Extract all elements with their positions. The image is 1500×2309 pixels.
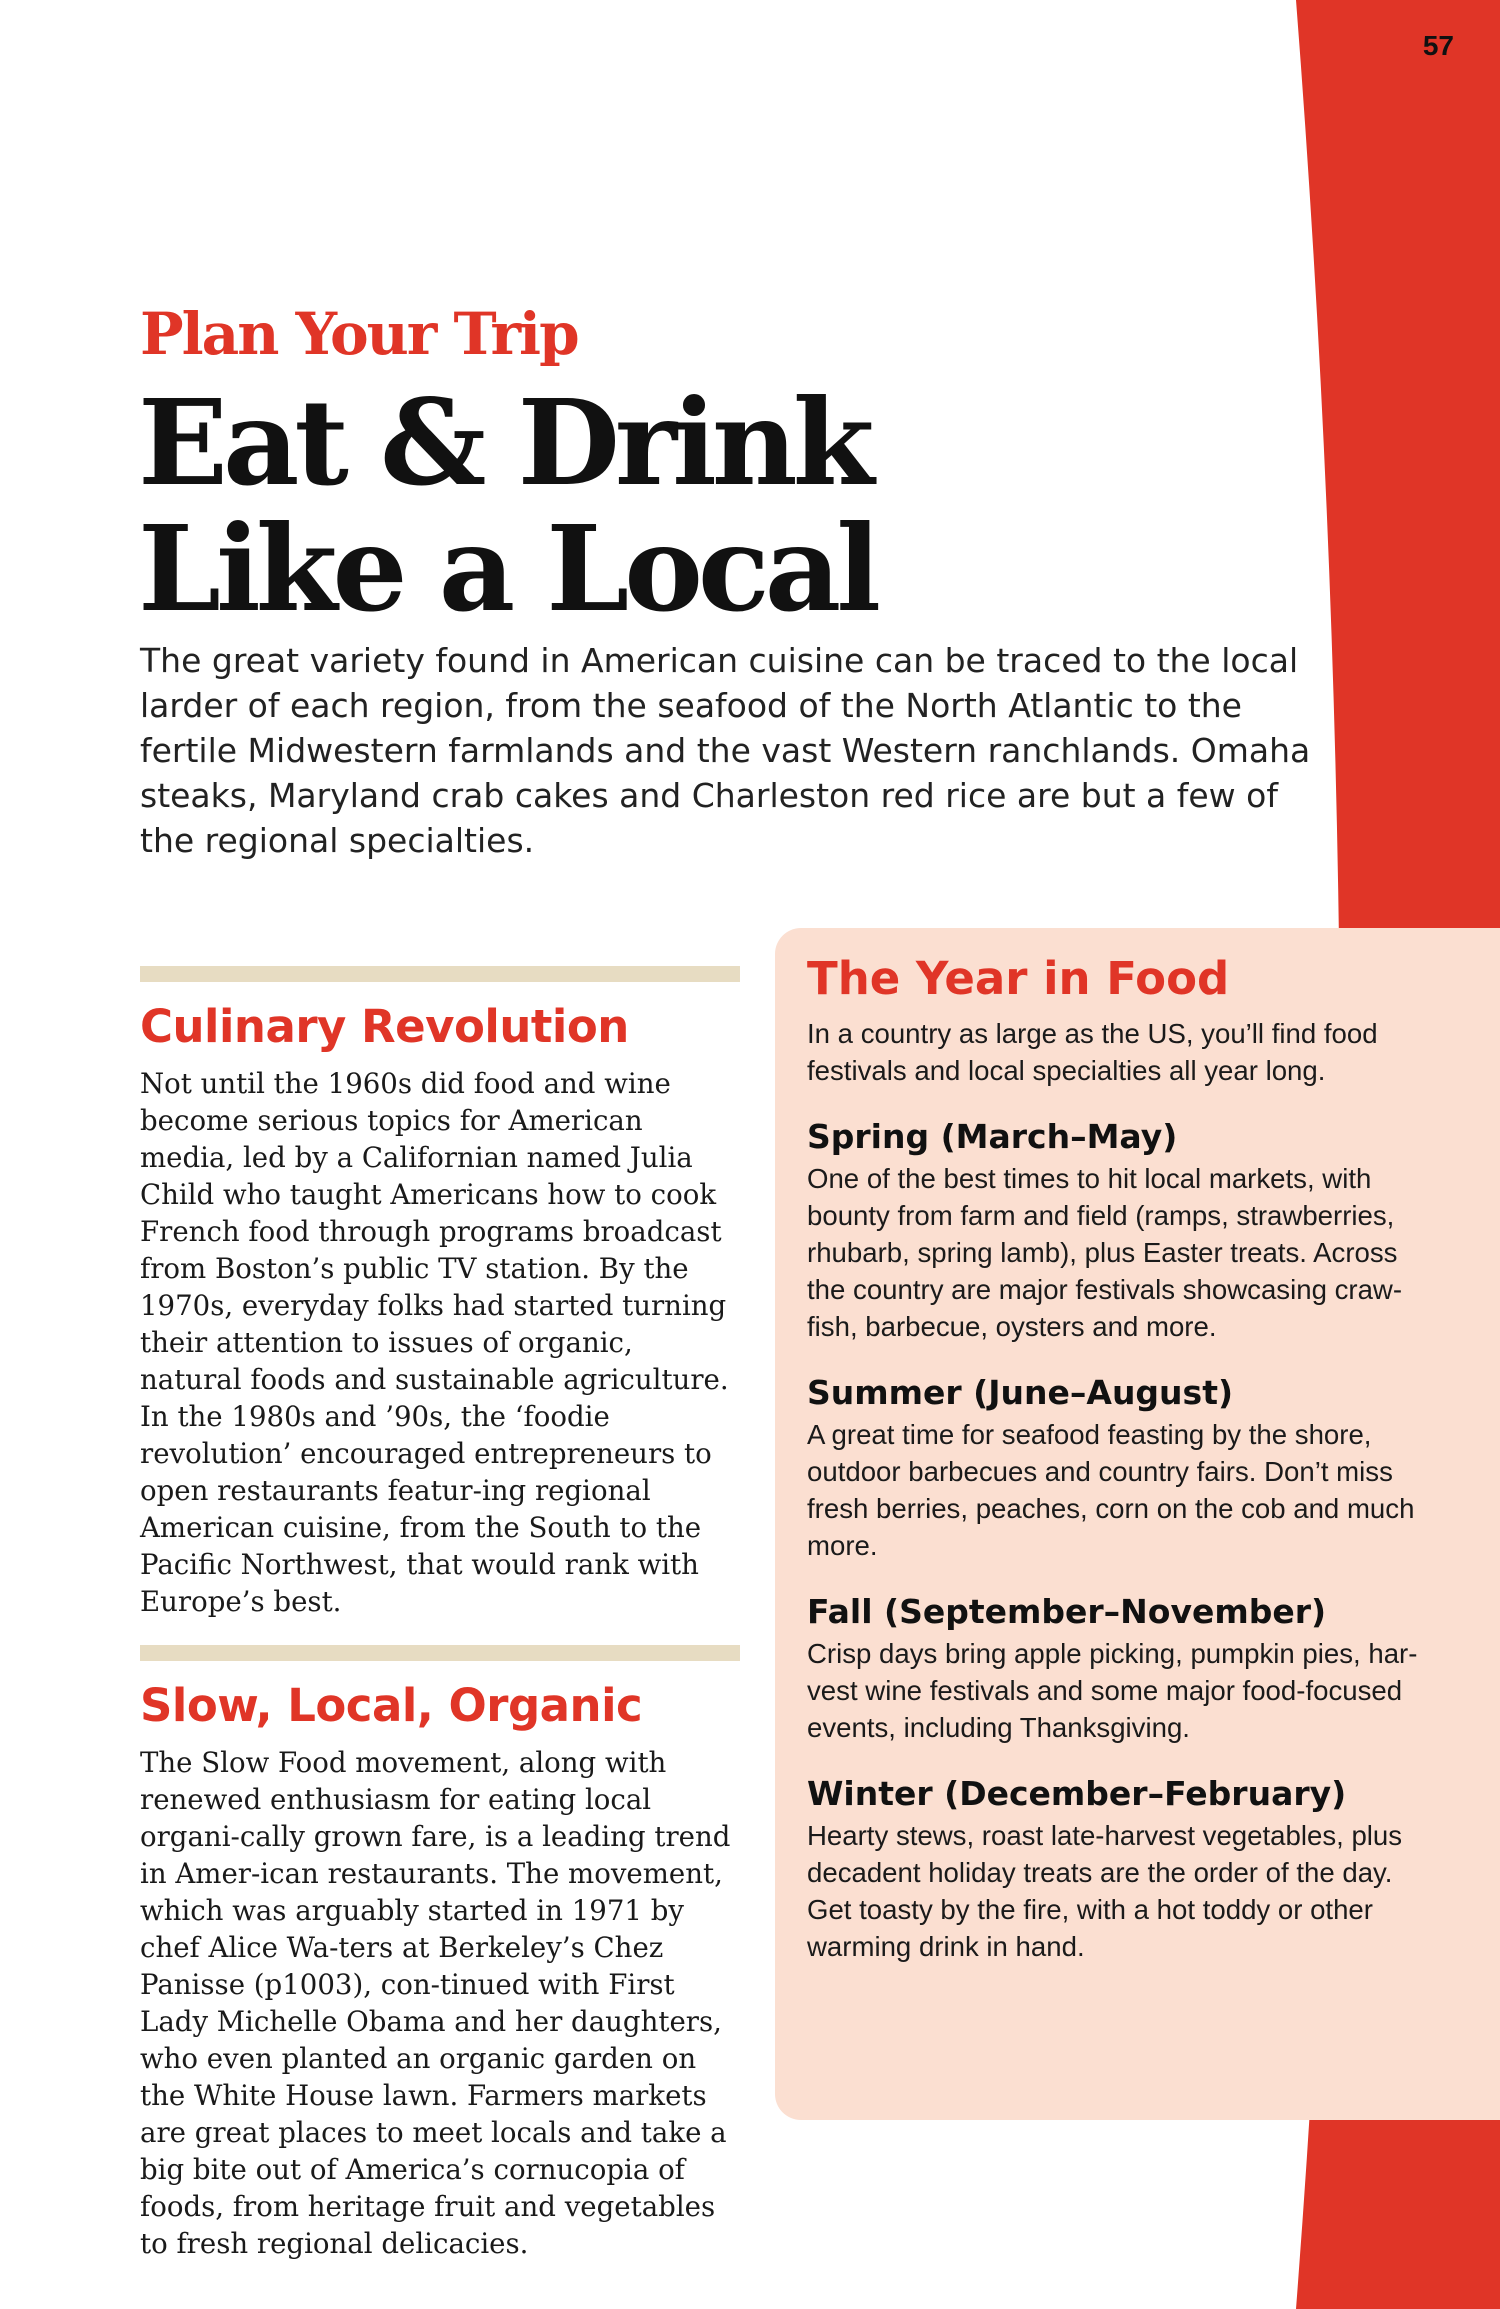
season-body: Crisp days bring apple picking, pumpkin pies, har-vest wine festivals and some major food-focused events, including Thanksgiving. (807, 1638, 1418, 1743)
page-title-line-2: Like a Local (138, 499, 877, 638)
season-summer (807, 1373, 1440, 1564)
page-title (138, 373, 877, 638)
season-title: Fall (September–November) (807, 1592, 1327, 1631)
season-title: Summer (June–August) (807, 1373, 1234, 1412)
season-title: Winter (December–February) (807, 1774, 1347, 1813)
season-spring (807, 1117, 1440, 1345)
year-in-food-sidebar (775, 928, 1500, 2120)
season-fall (807, 1592, 1440, 1746)
section-culinary-revolution (140, 966, 740, 1620)
season-body: A great time for seafood feasting by the shore, outdoor barbecues and country fairs. Don’t miss fresh berries, peaches, corn on the cob and much more. (807, 1419, 1415, 1561)
section-slow-local-organic (140, 1645, 740, 2262)
season-body: Hearty stews, roast late-harvest vegetables, plus decadent holiday treats are the order of the day. Get toasty by the fire, with a hot toddy or other warming drink in hand. (807, 1820, 1403, 1962)
sidebar-title: The Year in Food (807, 952, 1230, 1005)
section-body: The Slow Food movement, along with renewed enthusiasm for eating local organi-cally grown fare, is a leading trend in Amer-ican restaurants. The movement, which was arguably started in 1971 by chef Alice Wa-ters at Berkeley’s Chez Panisse (p1003), con-tinued with First Lady Michelle Obama and her daughters, who even planted an organic garden on the White House lawn. Farmers markets are great places to meet locals and take a big bite out of America’s cornucopia of foods, from heritage fruit and vegetables to fresh regional delicacies. (140, 1746, 731, 2260)
page-number: 57 (1422, 30, 1454, 61)
section-body: Not until the 1960s did food and wine become serious topics for American media, led by a Californian named Julia Child who taught Americans how to cook French food through programs broadcast from Boston’s public TV station. By the 1970s, everyday folks had started turning their attention to issues of organic, natural foods and sustainable agriculture. In the 1980s and ’90s, the ‘foodie revolution’ encouraged entrepreneurs to open restaurants featur-ing regional American cuisine, from the South to the Pacific Northwest, that would rank with Europe’s best. (140, 1067, 729, 1618)
page-title-line-1: Eat & Drink (138, 373, 870, 512)
section-divider (140, 1645, 740, 1661)
section-heading: Slow, Local, Organic (140, 1679, 643, 1732)
season-winter (807, 1774, 1440, 1965)
season-body: One of the best times to hit local markets, with bounty from farm and field (ramps, strawberries, rhubarb, spring lamb), plus Easter treats. Across the country are major festivals showcasing craw-fish, barbecue, oysters and more. (807, 1163, 1403, 1342)
section-divider (140, 966, 740, 982)
section-kicker: Plan Your Trip (140, 300, 578, 368)
section-heading: Culinary Revolution (140, 1000, 629, 1053)
sidebar-intro: In a country as large as the US, you’ll find food festivals and local specialties all year long. (807, 1018, 1378, 1086)
season-title: Spring (March–May) (807, 1117, 1178, 1156)
intro-paragraph: The great variety found in American cuisine can be traced to the local larder of each region, from the seafood of the North Atlantic to the fertile Midwestern farmlands and the vast Western ranchlands. Omaha steaks, Maryland crab cakes and Charleston red rice are but a few of the regional specialties. (140, 641, 1311, 860)
